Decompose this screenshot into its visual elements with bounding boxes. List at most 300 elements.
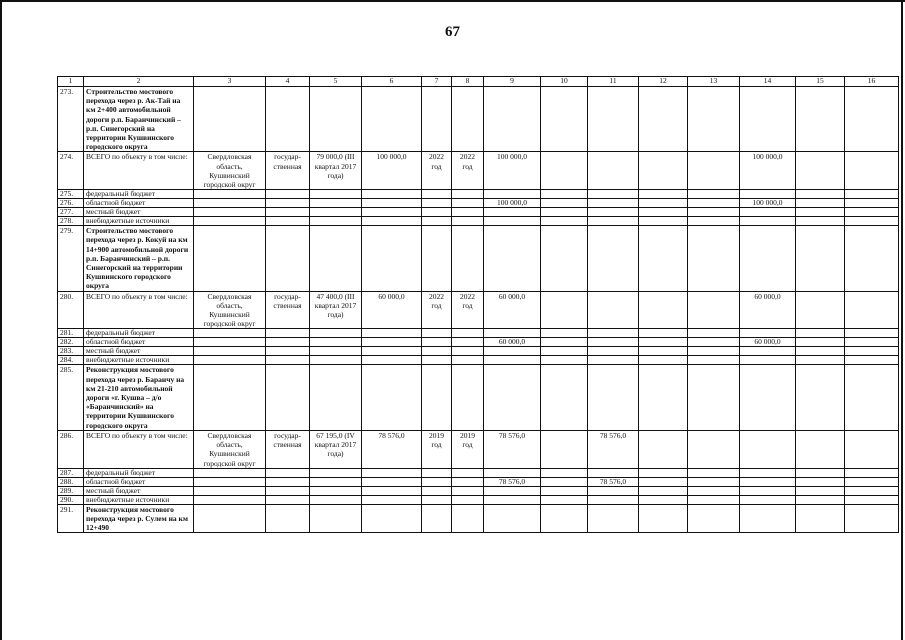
empty-cell	[796, 477, 845, 486]
empty-cell	[845, 356, 899, 365]
empty-cell	[688, 208, 740, 217]
amount-cell: 100 000,0	[484, 152, 541, 190]
column-number: 3	[194, 77, 266, 87]
empty-cell	[362, 486, 422, 495]
empty-cell	[740, 87, 796, 152]
table-row	[58, 365, 899, 430]
empty-cell	[588, 87, 639, 152]
amount-cell	[484, 486, 541, 495]
empty-cell	[484, 226, 541, 291]
empty-cell	[452, 347, 484, 356]
table-row	[58, 477, 899, 486]
empty-cell	[362, 468, 422, 477]
empty-cell	[796, 208, 845, 217]
empty-cell	[266, 199, 310, 208]
row-number: 281.	[58, 329, 84, 338]
empty-cell	[796, 486, 845, 495]
amount-cell	[740, 329, 796, 338]
amount-cell: 78 576,0	[588, 477, 639, 486]
empty-cell	[194, 477, 266, 486]
empty-cell	[541, 208, 588, 217]
end-year-cell: 2022 год	[452, 152, 484, 190]
funding-source: местный бюджет	[84, 347, 194, 356]
ownership-cell: государ- ственная	[266, 291, 310, 329]
table-row	[58, 291, 899, 329]
empty-cell	[362, 190, 422, 199]
empty-cell	[688, 504, 740, 533]
empty-cell	[452, 365, 484, 430]
empty-cell	[362, 365, 422, 430]
empty-cell	[452, 199, 484, 208]
empty-cell	[422, 199, 452, 208]
amount-cell: 78 576,0	[484, 477, 541, 486]
empty-cell	[310, 87, 362, 152]
column-number: 11	[588, 77, 639, 87]
empty-cell	[845, 208, 899, 217]
table-row	[58, 152, 899, 190]
empty-cell	[541, 329, 588, 338]
empty-cell	[452, 486, 484, 495]
amount-cell	[588, 291, 639, 329]
amount-cell	[484, 347, 541, 356]
funding-source: внебюджетные источники	[84, 495, 194, 504]
empty-cell	[541, 365, 588, 430]
empty-cell	[639, 468, 688, 477]
table-row	[58, 190, 899, 199]
empty-cell	[310, 199, 362, 208]
empty-cell	[452, 226, 484, 291]
empty-cell	[740, 504, 796, 533]
capacity-cell: 47 400,0 (III квартал 2017 года)	[310, 291, 362, 329]
amount-cell: 100 000,0	[740, 199, 796, 208]
empty-cell	[845, 217, 899, 226]
empty-cell	[845, 190, 899, 199]
row-label: ВСЕГО по объекту в том числе:	[84, 152, 194, 190]
empty-cell	[639, 226, 688, 291]
empty-cell	[639, 217, 688, 226]
column-number: 16	[845, 77, 899, 87]
empty-cell	[688, 477, 740, 486]
amount-cell	[588, 190, 639, 199]
amount-cell	[740, 486, 796, 495]
column-number: 5	[310, 77, 362, 87]
column-number: 1	[58, 77, 84, 87]
location-cell: Свердловская область, Кушвинский городской округ	[194, 430, 266, 468]
amount-cell	[639, 152, 688, 190]
cost-cell: 60 000,0	[362, 291, 422, 329]
amount-cell	[796, 152, 845, 190]
empty-cell	[422, 226, 452, 291]
empty-cell	[266, 338, 310, 347]
amount-cell	[796, 291, 845, 329]
empty-cell	[796, 468, 845, 477]
amount-cell	[639, 430, 688, 468]
empty-cell	[688, 356, 740, 365]
object-title: Реконструкция мостового перехода через р. Сулем на км 12+490	[84, 504, 194, 533]
empty-cell	[266, 486, 310, 495]
row-number: 275.	[58, 190, 84, 199]
empty-cell	[194, 217, 266, 226]
table-row	[58, 486, 899, 495]
row-number: 280.	[58, 291, 84, 329]
row-number: 276.	[58, 199, 84, 208]
amount-cell	[484, 356, 541, 365]
empty-cell	[845, 87, 899, 152]
amount-cell	[588, 468, 639, 477]
table-row	[58, 504, 899, 533]
empty-cell	[541, 495, 588, 504]
amount-cell: 60 000,0	[484, 291, 541, 329]
empty-cell	[422, 347, 452, 356]
empty-cell	[362, 338, 422, 347]
empty-cell	[688, 486, 740, 495]
empty-cell	[845, 365, 899, 430]
object-title: Строительство мостового перехода через р. Ак-Тай на км 2+400 автомобильной дороги р.п. Баранчинский – р.п. Синегорский на территории Кушвинского городского округа	[84, 87, 194, 152]
amount-cell	[688, 291, 740, 329]
empty-cell	[266, 190, 310, 199]
empty-cell	[422, 217, 452, 226]
empty-cell	[310, 477, 362, 486]
object-title: Реконструкция мостового перехода через р. Баранчу на км 21-210 автомобильной дороги «г. Кушва – д/о «Баранчинский» на территории Кушвинского городского округа	[84, 365, 194, 430]
funding-source: областной бюджет	[84, 199, 194, 208]
row-number: 286.	[58, 430, 84, 468]
funding-source: федеральный бюджет	[84, 190, 194, 199]
start-year-cell: 2019 год	[422, 430, 452, 468]
table-row	[58, 208, 899, 217]
empty-cell	[422, 190, 452, 199]
empty-cell	[484, 365, 541, 430]
empty-cell	[362, 477, 422, 486]
empty-cell	[688, 87, 740, 152]
amount-cell	[639, 291, 688, 329]
amount-cell	[845, 152, 899, 190]
object-title: Строительство мостового перехода через р. Кокуй на км 14+900 автомобильной дороги р.п. Баранчинский – р.п. Синегорский на территории Кушвинского городского округа	[84, 226, 194, 291]
row-number: 278.	[58, 217, 84, 226]
column-number: 14	[740, 77, 796, 87]
column-number: 8	[452, 77, 484, 87]
empty-cell	[422, 329, 452, 338]
capacity-cell: 79 000,0 (III квартал 2017 года)	[310, 152, 362, 190]
column-number: 9	[484, 77, 541, 87]
empty-cell	[310, 486, 362, 495]
empty-cell	[541, 486, 588, 495]
empty-cell	[639, 199, 688, 208]
column-number: 15	[796, 77, 845, 87]
empty-cell	[639, 347, 688, 356]
table-row	[58, 329, 899, 338]
amount-cell	[588, 199, 639, 208]
column-number: 12	[639, 77, 688, 87]
cost-cell: 78 576,0	[362, 430, 422, 468]
amount-cell	[740, 495, 796, 504]
funding-source: областной бюджет	[84, 477, 194, 486]
amount-cell	[740, 347, 796, 356]
funding-source: местный бюджет	[84, 486, 194, 495]
amount-cell	[588, 208, 639, 217]
table-row	[58, 199, 899, 208]
empty-cell	[362, 329, 422, 338]
empty-cell	[796, 347, 845, 356]
empty-cell	[194, 208, 266, 217]
empty-cell	[541, 190, 588, 199]
table-row	[58, 356, 899, 365]
empty-cell	[541, 217, 588, 226]
amount-cell: 100 000,0	[484, 199, 541, 208]
empty-cell	[452, 217, 484, 226]
empty-cell	[310, 356, 362, 365]
amount-cell	[740, 217, 796, 226]
amount-cell	[484, 217, 541, 226]
empty-cell	[639, 365, 688, 430]
empty-cell	[362, 356, 422, 365]
amount-cell: 60 000,0	[740, 291, 796, 329]
empty-cell	[796, 338, 845, 347]
empty-cell	[310, 217, 362, 226]
empty-cell	[362, 504, 422, 533]
table-row	[58, 338, 899, 347]
empty-cell	[422, 87, 452, 152]
row-number: 289.	[58, 486, 84, 495]
empty-cell	[688, 365, 740, 430]
ownership-cell: государ- ственная	[266, 152, 310, 190]
empty-cell	[194, 226, 266, 291]
empty-cell	[310, 338, 362, 347]
table-row	[58, 87, 899, 152]
amount-cell	[484, 208, 541, 217]
empty-cell	[310, 329, 362, 338]
empty-cell	[639, 208, 688, 217]
empty-cell	[688, 468, 740, 477]
amount-cell	[845, 430, 899, 468]
amount-cell	[588, 347, 639, 356]
empty-cell	[422, 486, 452, 495]
empty-cell	[362, 208, 422, 217]
amount-cell	[740, 430, 796, 468]
amount-cell	[688, 152, 740, 190]
empty-cell	[422, 495, 452, 504]
investment-table	[57, 76, 899, 533]
column-number: 10	[541, 77, 588, 87]
amount-cell: 78 576,0	[588, 430, 639, 468]
table-row	[58, 217, 899, 226]
location-cell: Свердловская область, Кушвинский городской округ	[194, 291, 266, 329]
empty-cell	[796, 356, 845, 365]
column-number: 13	[688, 77, 740, 87]
amount-cell	[796, 430, 845, 468]
empty-cell	[688, 329, 740, 338]
empty-cell	[845, 504, 899, 533]
empty-cell	[796, 365, 845, 430]
empty-cell	[362, 495, 422, 504]
funding-source: федеральный бюджет	[84, 329, 194, 338]
empty-cell	[796, 495, 845, 504]
empty-cell	[452, 190, 484, 199]
empty-cell	[452, 356, 484, 365]
empty-cell	[194, 365, 266, 430]
empty-cell	[688, 217, 740, 226]
end-year-cell: 2022 год	[452, 291, 484, 329]
empty-cell	[362, 217, 422, 226]
amount-cell	[740, 356, 796, 365]
row-number: 279.	[58, 226, 84, 291]
row-number: 285.	[58, 365, 84, 430]
empty-cell	[422, 504, 452, 533]
table-row	[58, 226, 899, 291]
funding-source: внебюджетные источники	[84, 217, 194, 226]
row-number: 284.	[58, 356, 84, 365]
empty-cell	[266, 347, 310, 356]
empty-cell	[541, 477, 588, 486]
empty-cell	[740, 226, 796, 291]
empty-cell	[484, 504, 541, 533]
amount-cell	[484, 495, 541, 504]
empty-cell	[362, 87, 422, 152]
amount-cell: 60 000,0	[740, 338, 796, 347]
empty-cell	[194, 329, 266, 338]
empty-cell	[845, 329, 899, 338]
amount-cell	[588, 217, 639, 226]
empty-cell	[541, 504, 588, 533]
empty-cell	[310, 226, 362, 291]
scan-border-left	[0, 0, 2, 640]
column-number-row	[58, 77, 899, 87]
amount-cell: 78 576,0	[484, 430, 541, 468]
empty-cell	[845, 338, 899, 347]
row-number: 283.	[58, 347, 84, 356]
page-number: 67	[445, 24, 460, 40]
row-number: 277.	[58, 208, 84, 217]
table-body	[58, 87, 899, 533]
table-row	[58, 468, 899, 477]
column-number: 4	[266, 77, 310, 87]
row-number: 288.	[58, 477, 84, 486]
row-number: 282.	[58, 338, 84, 347]
empty-cell	[266, 329, 310, 338]
empty-cell	[194, 468, 266, 477]
table-row	[58, 347, 899, 356]
empty-cell	[194, 486, 266, 495]
empty-cell	[639, 338, 688, 347]
empty-cell	[452, 87, 484, 152]
scan-border-top	[0, 0, 905, 2]
empty-cell	[639, 477, 688, 486]
empty-cell	[452, 329, 484, 338]
empty-cell	[639, 87, 688, 152]
amount-cell	[541, 430, 588, 468]
empty-cell	[588, 365, 639, 430]
column-number: 6	[362, 77, 422, 87]
empty-cell	[541, 199, 588, 208]
empty-cell	[194, 347, 266, 356]
empty-cell	[541, 338, 588, 347]
row-label: ВСЕГО по объекту в том числе:	[84, 430, 194, 468]
table-row	[58, 495, 899, 504]
empty-cell	[796, 199, 845, 208]
amount-cell: 100 000,0	[740, 152, 796, 190]
empty-cell	[310, 347, 362, 356]
empty-cell	[266, 226, 310, 291]
empty-cell	[639, 495, 688, 504]
empty-cell	[452, 477, 484, 486]
empty-cell	[688, 495, 740, 504]
empty-cell	[845, 495, 899, 504]
empty-cell	[362, 199, 422, 208]
empty-cell	[541, 468, 588, 477]
row-number: 273.	[58, 87, 84, 152]
empty-cell	[266, 217, 310, 226]
empty-cell	[688, 347, 740, 356]
empty-cell	[845, 477, 899, 486]
empty-cell	[266, 365, 310, 430]
empty-cell	[588, 226, 639, 291]
amount-cell	[740, 468, 796, 477]
amount-cell	[740, 208, 796, 217]
empty-cell	[452, 495, 484, 504]
empty-cell	[541, 87, 588, 152]
empty-cell	[845, 226, 899, 291]
empty-cell	[362, 347, 422, 356]
empty-cell	[310, 190, 362, 199]
empty-cell	[845, 347, 899, 356]
empty-cell	[266, 468, 310, 477]
empty-cell	[422, 468, 452, 477]
empty-cell	[194, 338, 266, 347]
empty-cell	[452, 208, 484, 217]
column-number: 7	[422, 77, 452, 87]
empty-cell	[266, 208, 310, 217]
cost-cell: 100 000,0	[362, 152, 422, 190]
empty-cell	[796, 329, 845, 338]
amount-cell	[740, 477, 796, 486]
location-cell: Свердловская область, Кушвинский городской округ	[194, 152, 266, 190]
empty-cell	[796, 226, 845, 291]
empty-cell	[639, 486, 688, 495]
empty-cell	[422, 208, 452, 217]
empty-cell	[362, 226, 422, 291]
row-number: 291.	[58, 504, 84, 533]
empty-cell	[310, 468, 362, 477]
ownership-cell: государ- ственная	[266, 430, 310, 468]
empty-cell	[588, 504, 639, 533]
amount-cell	[588, 495, 639, 504]
amount-cell	[588, 338, 639, 347]
amount-cell	[588, 152, 639, 190]
funding-source: федеральный бюджет	[84, 468, 194, 477]
empty-cell	[266, 87, 310, 152]
empty-cell	[541, 347, 588, 356]
empty-cell	[639, 190, 688, 199]
empty-cell	[422, 356, 452, 365]
empty-cell	[688, 338, 740, 347]
empty-cell	[845, 199, 899, 208]
amount-cell	[484, 329, 541, 338]
funding-source: областной бюджет	[84, 338, 194, 347]
empty-cell	[452, 504, 484, 533]
empty-cell	[194, 356, 266, 365]
empty-cell	[639, 329, 688, 338]
empty-cell	[266, 495, 310, 504]
empty-cell	[796, 87, 845, 152]
empty-cell	[796, 217, 845, 226]
amount-cell	[688, 430, 740, 468]
row-label: ВСЕГО по объекту в том числе:	[84, 291, 194, 329]
empty-cell	[452, 468, 484, 477]
amount-cell	[588, 329, 639, 338]
row-number: 290.	[58, 495, 84, 504]
capacity-cell: 67 195,0 (IV квартал 2017 года)	[310, 430, 362, 468]
empty-cell	[266, 504, 310, 533]
empty-cell	[541, 226, 588, 291]
